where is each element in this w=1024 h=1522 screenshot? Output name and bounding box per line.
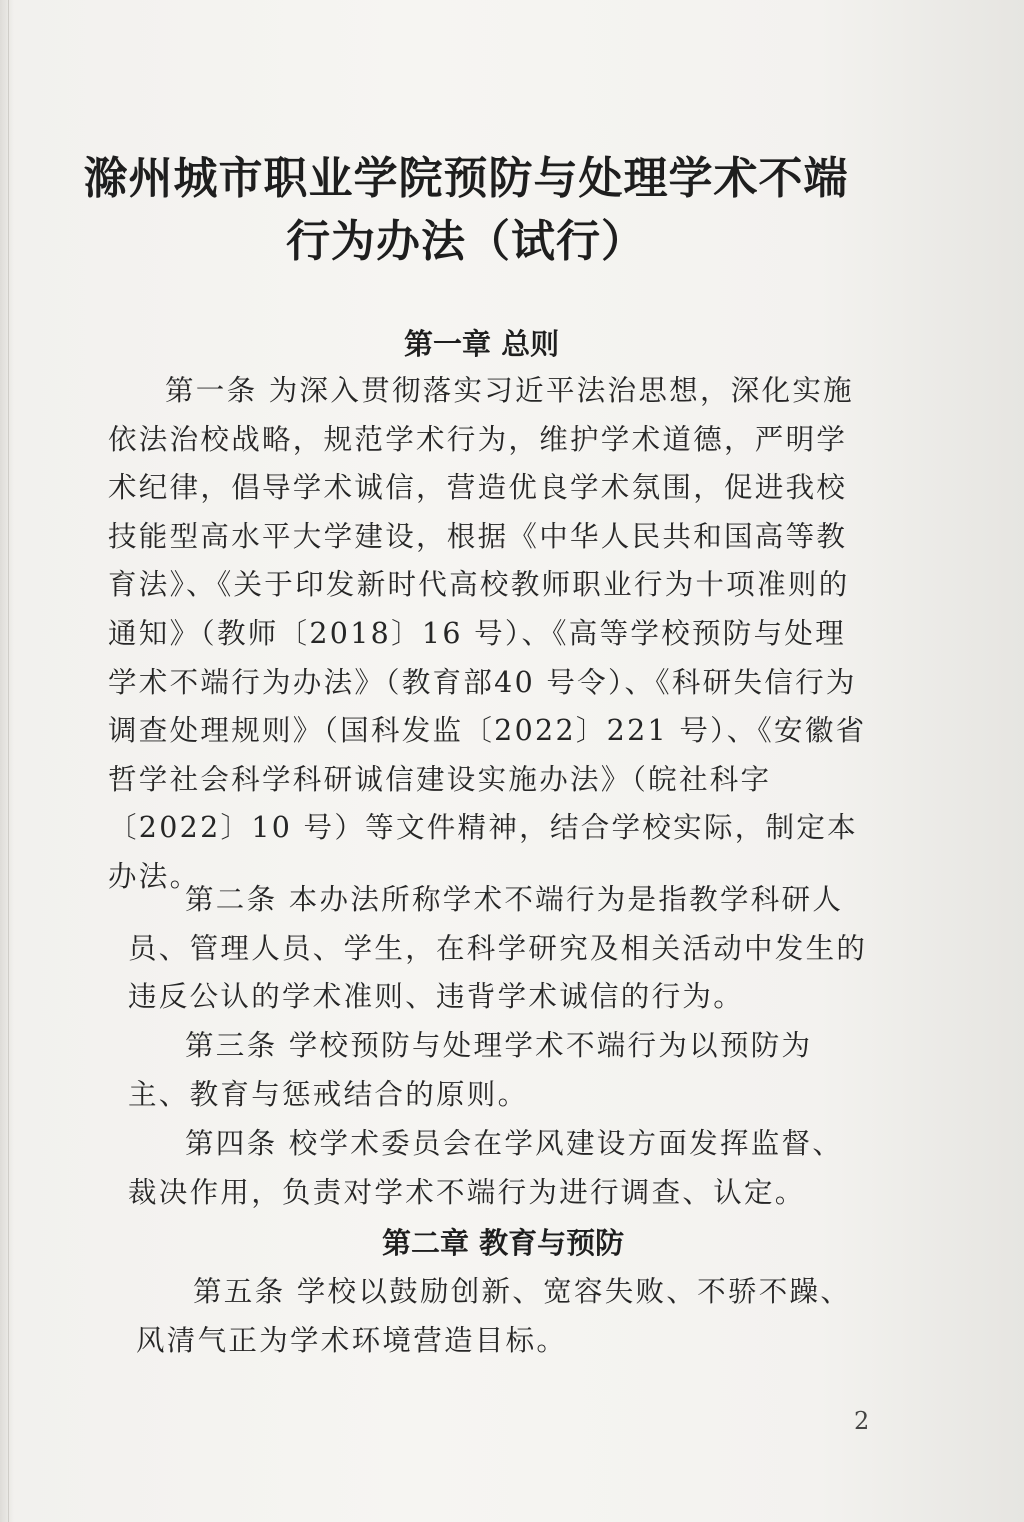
article-4: 第四条 校学术委员会在学风建设方面发挥监督、裁决作用，负责对学术不端行为进行调查、认定。	[128, 1127, 844, 1209]
article-5: 第五条 学校以鼓励创新、宽容失败、不骄不躁、风清气正为学术环境营造目标。	[136, 1275, 852, 1357]
article-3: 第三条 学校预防与处理学术不端行为以预防为主、教育与惩戒结合的原则。	[128, 1029, 813, 1111]
chapter-heading-1: 第一章 总则	[404, 327, 560, 361]
article-2: 第二条 本办法所称学术不端行为是指教学科研人员、管理人员、学生，在科学研究及相关活动中发生的违反公认的学术准则、违背学术诚信的行为。	[128, 883, 868, 1014]
document-title-line-2: 行为办法（试行）	[286, 216, 646, 267]
article-1: 第一条 为深入贯彻落实习近平法治思想，深化实施依法治校战略，规范学术行为，维护学术道德，严明学术纪律，倡导学术诚信，营造优良学术氛围，促进我校技能型高水平大学建设，根据《中华人民共和国高等教育法》、《关于印发新时代高校教师职业行为十项准则的通知》（教师〔2018〕16 号）、《高等学校预防与处理学术不端行为办法》（教育部40 号令）、《科研失信行为调查处理规则》（国科发监〔2022〕221 号）、《安徽省哲学社会科学科研诚信建设实施办法》（皖社科字〔2022〕10 号）等文件精神，结合学校实际，制定本办法。	[108, 374, 867, 893]
page-number: 2	[854, 1407, 870, 1435]
chapter-heading-2: 第二章 教育与预防	[382, 1226, 625, 1260]
document-title-line-1: 滁州城市职业学院预防与处理学术不端	[83, 153, 849, 204]
